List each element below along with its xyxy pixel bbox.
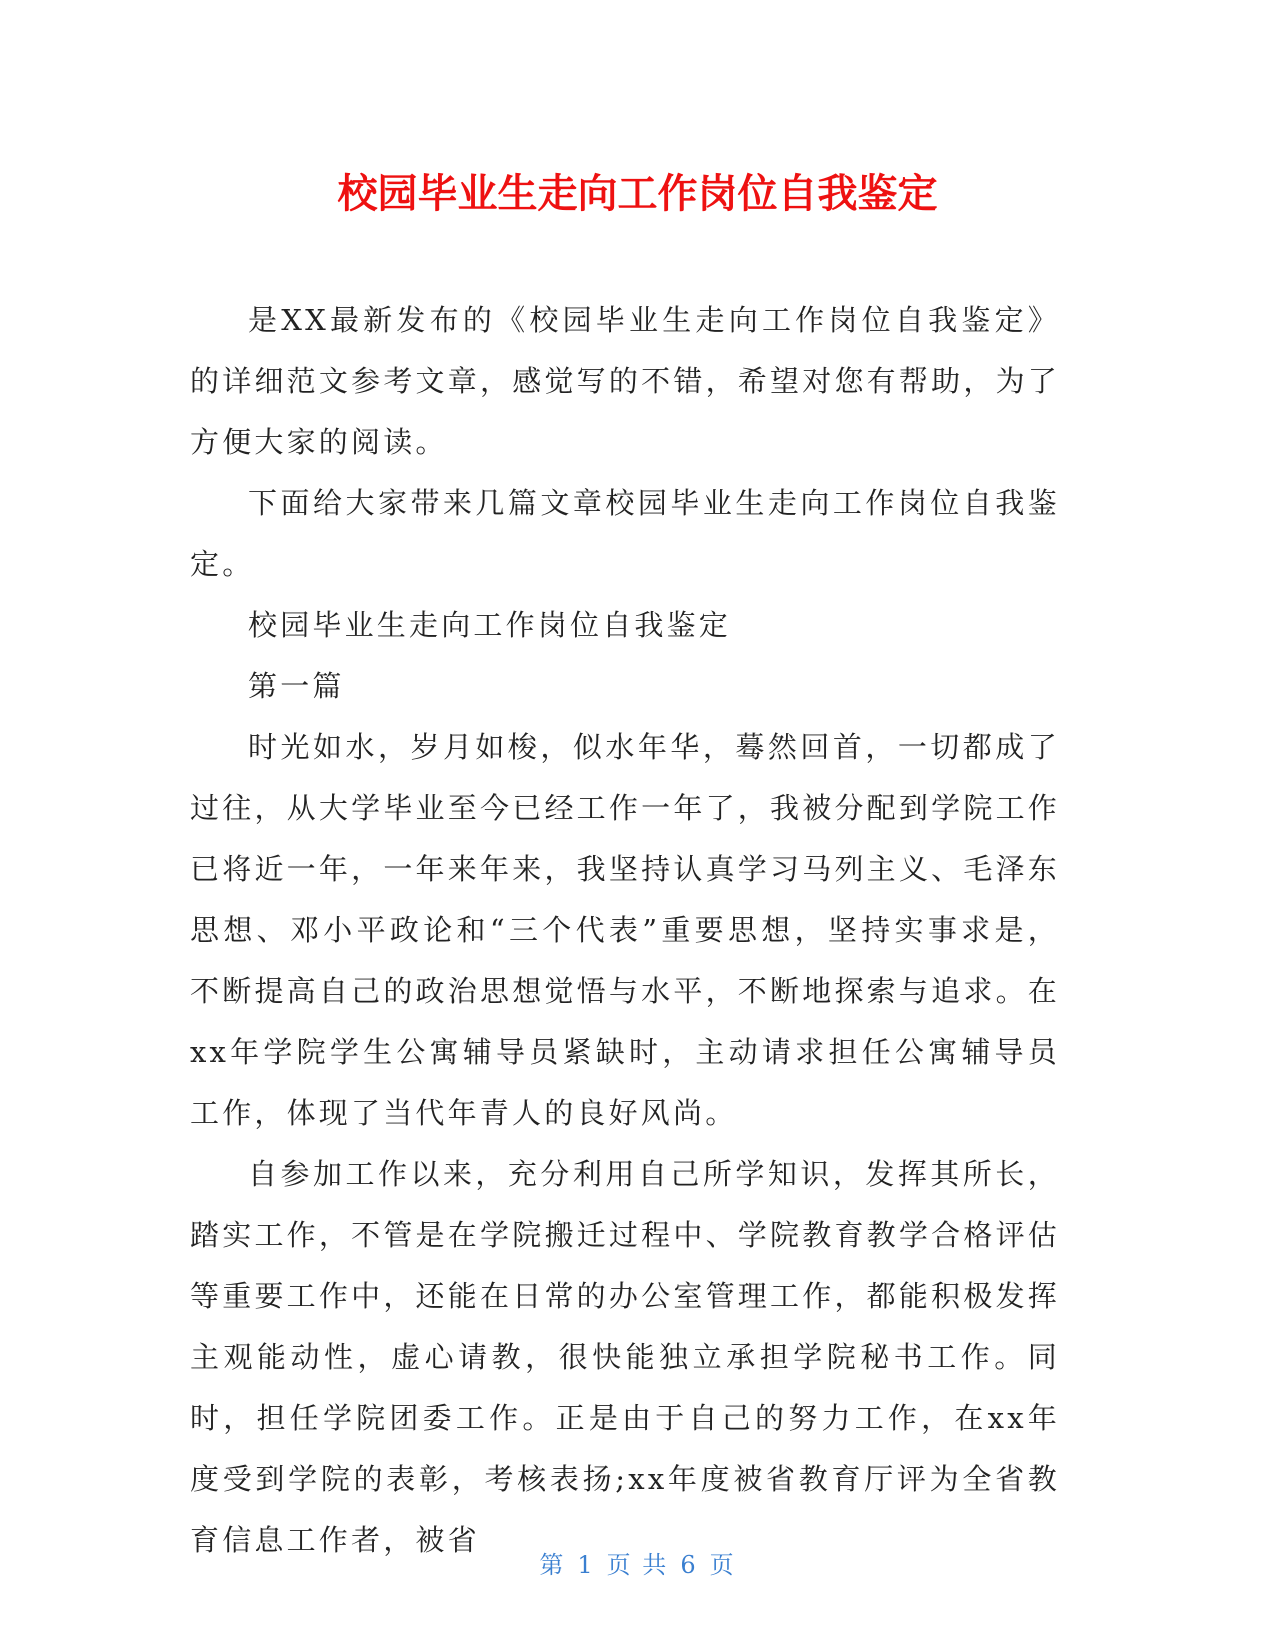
footer-word-pages: 页 xyxy=(709,1551,736,1579)
footer-word-page: 第 xyxy=(539,1551,566,1579)
paragraph-lead: 下面给大家带来几篇文章校园毕业生走向工作岗位自我鉴定。 xyxy=(190,486,1060,581)
paragraph-section-label: 第一篇 xyxy=(248,669,345,703)
footer-current-page: 1 xyxy=(577,1551,595,1579)
paragraph-intro: 是XX最新发布的《校园毕业生走向工作岗位自我鉴定》的详细范文参考文章，感觉写的不错，希望对您有帮助，为了方便大家的阅读。 xyxy=(190,303,1060,459)
paragraph-body-1: 时光如水，岁月如梭，似水年华，蓦然回首，一切都成了过往，从大学毕业至今已经工作一年了，我被分配到学院工作已将近一年，一年来年来，我坚持认真学习马列主义、毛泽东思想、邓小平政论和“三个代表”重要思想，坚持实事求是，不断提高自己的政治思想觉悟与水平，不断地探索与追求。在xx年学院学生公寓辅导员紧缺时，主动请求担任公寓辅导员工作，体现了当代年青人的良好风尚。 xyxy=(190,730,1060,1130)
document-body xyxy=(190,290,1060,1571)
footer-word-of: 页 共 xyxy=(606,1551,669,1579)
paragraph-body-2: 自参加工作以来，充分利用自己所学知识，发挥其所长，踏实工作，不管是在学院搬迁过程中、学院教育教学合格评估等重要工作中，还能在日常的办公室管理工作，都能积极发挥主观能动性，虚心请教，很快能独立承担学院秘书工作。同时，担任学院团委工作。正是由于自己的努力工作，在xx年度受到学院的表彰，考核表扬;xx年度被省教育厅评为全省教育信息工作者，被省 xyxy=(190,1157,1060,1557)
document-title: 校园毕业生走向工作岗位自我鉴定 xyxy=(337,171,938,217)
footer-total-pages: 6 xyxy=(680,1551,698,1579)
paragraph-subtitle: 校园毕业生走向工作岗位自我鉴定 xyxy=(248,608,732,642)
page-footer xyxy=(0,1545,1275,1580)
